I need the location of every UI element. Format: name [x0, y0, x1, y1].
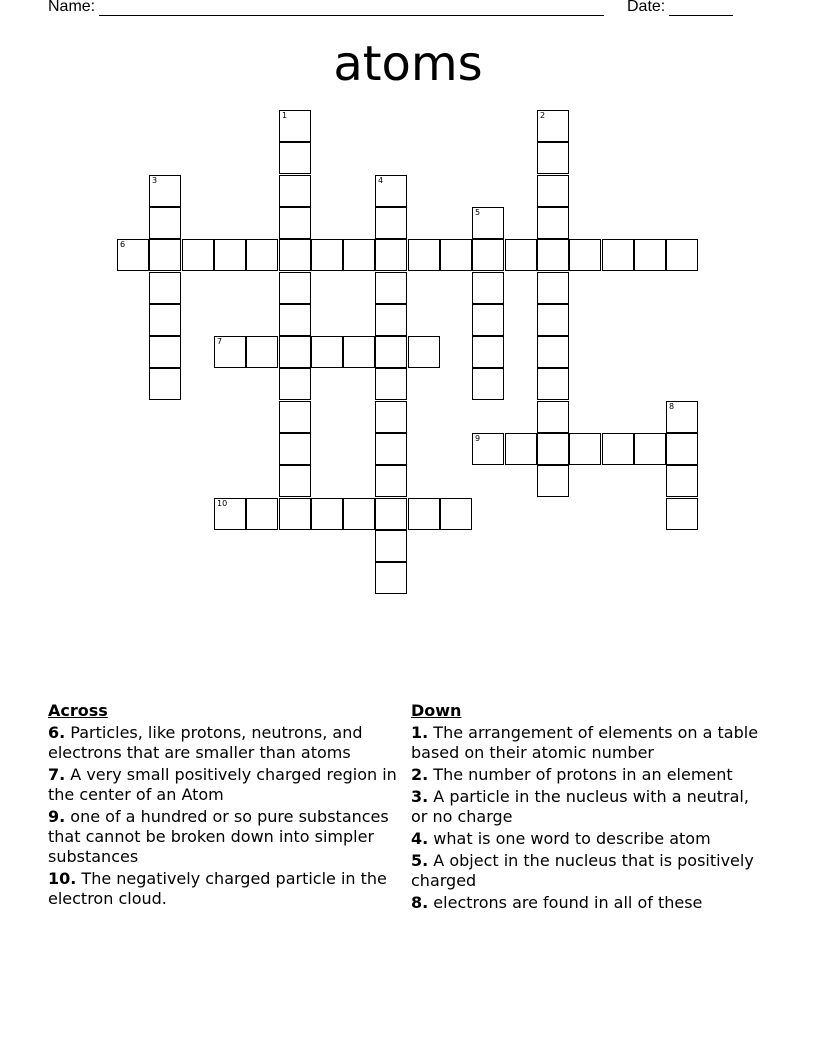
cell-number: 4	[378, 176, 384, 185]
grid-cell[interactable]	[311, 498, 343, 530]
clue-down-4	[411, 829, 761, 849]
clue-number: 4.	[411, 829, 429, 848]
grid-cell[interactable]	[472, 304, 504, 336]
across-heading: Across	[48, 701, 108, 720]
grid-cell[interactable]	[279, 368, 311, 400]
cell-number: 10	[217, 499, 228, 508]
grid-cell[interactable]	[666, 401, 698, 433]
cell-number: 2	[540, 111, 546, 120]
date-label: Date:	[627, 0, 666, 15]
grid-cell[interactable]	[149, 304, 181, 336]
clue-text: what is one word to describe atom	[428, 829, 711, 848]
clue-number: 8.	[411, 893, 429, 912]
grid-cell[interactable]	[408, 336, 440, 368]
grid-cell[interactable]	[537, 207, 569, 239]
clue-down-2	[411, 765, 761, 785]
grid-cell[interactable]	[537, 239, 569, 271]
grid-cell[interactable]	[440, 498, 472, 530]
grid-cell[interactable]	[375, 336, 407, 368]
grid-cell[interactable]	[149, 368, 181, 400]
clue-number: 1.	[411, 723, 429, 742]
clue-down-1	[411, 723, 761, 763]
grid-cell[interactable]	[214, 498, 246, 530]
across-clues	[48, 701, 404, 911]
grid-cell[interactable]	[311, 239, 343, 271]
grid-cell[interactable]	[537, 465, 569, 497]
puzzle-title: atoms	[333, 36, 483, 92]
grid-cell[interactable]	[375, 272, 407, 304]
grid-cell[interactable]	[311, 336, 343, 368]
grid-cell[interactable]	[537, 336, 569, 368]
grid-cell[interactable]	[569, 433, 601, 465]
grid-cell[interactable]	[279, 465, 311, 497]
grid-cell[interactable]	[279, 239, 311, 271]
clue-down-5	[411, 851, 761, 891]
grid-cell[interactable]	[472, 272, 504, 304]
grid-cell[interactable]	[666, 239, 698, 271]
grid-cell[interactable]	[343, 498, 375, 530]
clue-text: Particles, like protons, neutrons, and electrons that are smaller than atoms	[48, 723, 363, 762]
grid-cell[interactable]	[343, 336, 375, 368]
grid-cell[interactable]	[408, 239, 440, 271]
grid-cell[interactable]	[666, 465, 698, 497]
clue-number: 10.	[48, 869, 77, 888]
clue-down-3	[411, 787, 761, 827]
clue-text: A particle in the nucleus with a neutral, or no charge	[411, 787, 749, 826]
clue-number: 9.	[48, 807, 66, 826]
clue-text: one of a hundred or so pure substances that cannot be broken down into simpler substances	[48, 807, 389, 866]
grid-cell[interactable]	[375, 562, 407, 594]
grid-cell[interactable]	[149, 336, 181, 368]
grid-cell[interactable]	[246, 239, 278, 271]
clue-across-6	[48, 723, 404, 763]
cell-number: 3	[152, 176, 158, 185]
clue-number: 3.	[411, 787, 429, 806]
grid-cell[interactable]	[279, 304, 311, 336]
grid-cell[interactable]	[537, 110, 569, 142]
grid-cell[interactable]	[505, 239, 537, 271]
clue-down-8	[411, 893, 761, 913]
cell-number: 5	[475, 208, 481, 217]
clue-across-10	[48, 869, 404, 909]
grid-cell[interactable]	[279, 433, 311, 465]
grid-cell[interactable]	[246, 498, 278, 530]
grid-cell[interactable]	[634, 433, 666, 465]
grid-cell[interactable]	[634, 239, 666, 271]
cell-number: 1	[282, 111, 288, 120]
grid-cell[interactable]	[375, 530, 407, 562]
cell-number: 8	[669, 402, 675, 411]
grid-cell[interactable]	[279, 498, 311, 530]
grid-cell[interactable]	[537, 175, 569, 207]
grid-cell[interactable]	[537, 401, 569, 433]
cell-number: 6	[120, 240, 126, 249]
grid-cell[interactable]	[279, 110, 311, 142]
grid-cell[interactable]	[472, 368, 504, 400]
grid-cell[interactable]	[375, 175, 407, 207]
clue-number: 7.	[48, 765, 66, 784]
clue-number: 5.	[411, 851, 429, 870]
grid-cell[interactable]	[149, 272, 181, 304]
grid-cell[interactable]	[279, 142, 311, 174]
grid-cell[interactable]	[375, 207, 407, 239]
grid-cell[interactable]	[440, 239, 472, 271]
grid-cell[interactable]	[375, 465, 407, 497]
grid-cell[interactable]	[375, 304, 407, 336]
grid-cell[interactable]	[375, 401, 407, 433]
grid-cell[interactable]	[408, 498, 440, 530]
grid-cell[interactable]	[149, 207, 181, 239]
grid-cell[interactable]	[375, 498, 407, 530]
clue-text: The negatively charged particle in the electron cloud.	[48, 869, 387, 908]
grid-cell[interactable]	[666, 433, 698, 465]
down-clues	[411, 701, 761, 915]
grid-cell[interactable]	[182, 239, 214, 271]
grid-cell[interactable]	[149, 175, 181, 207]
grid-cell[interactable]	[279, 175, 311, 207]
grid-cell[interactable]	[537, 304, 569, 336]
name-label: Name:	[48, 0, 96, 15]
grid-cell[interactable]	[537, 142, 569, 174]
grid-cell[interactable]	[279, 272, 311, 304]
grid-cell[interactable]	[214, 239, 246, 271]
grid-cell[interactable]	[375, 368, 407, 400]
clue-across-7	[48, 765, 404, 805]
grid-cell[interactable]	[505, 433, 537, 465]
clue-text: A object in the nucleus that is positively charged	[411, 851, 754, 890]
grid-cell[interactable]	[472, 239, 504, 271]
grid-cell[interactable]	[472, 433, 504, 465]
grid-cell[interactable]	[537, 433, 569, 465]
clue-text: The arrangement of elements on a table based on their atomic number	[411, 723, 759, 762]
grid-cell[interactable]	[537, 272, 569, 304]
down-heading: Down	[411, 701, 462, 720]
grid-cell[interactable]	[279, 207, 311, 239]
grid-cell[interactable]	[279, 336, 311, 368]
grid-cell[interactable]	[375, 433, 407, 465]
grid-cell[interactable]	[602, 239, 634, 271]
grid-cell[interactable]	[343, 239, 375, 271]
clue-text: The number of protons in an element	[428, 765, 733, 784]
clue-text: electrons are found in all of these	[428, 893, 703, 912]
grid-cell[interactable]	[537, 368, 569, 400]
clue-across-9	[48, 807, 404, 867]
grid-cell[interactable]	[214, 336, 246, 368]
clue-text: A very small positively charged region in the center of an Atom	[48, 765, 397, 804]
grid-cell[interactable]	[246, 336, 278, 368]
grid-cell[interactable]	[472, 336, 504, 368]
grid-cell[interactable]	[279, 401, 311, 433]
cell-number: 9	[475, 434, 481, 443]
clue-number: 6.	[48, 723, 66, 742]
cell-number: 7	[217, 337, 223, 346]
grid-cell[interactable]	[472, 207, 504, 239]
grid-cell[interactable]	[149, 239, 181, 271]
grid-cell[interactable]	[117, 239, 149, 271]
grid-cell[interactable]	[375, 239, 407, 271]
grid-cell[interactable]	[666, 498, 698, 530]
grid-cell[interactable]	[569, 239, 601, 271]
grid-cell[interactable]	[602, 433, 634, 465]
clue-number: 2.	[411, 765, 429, 784]
